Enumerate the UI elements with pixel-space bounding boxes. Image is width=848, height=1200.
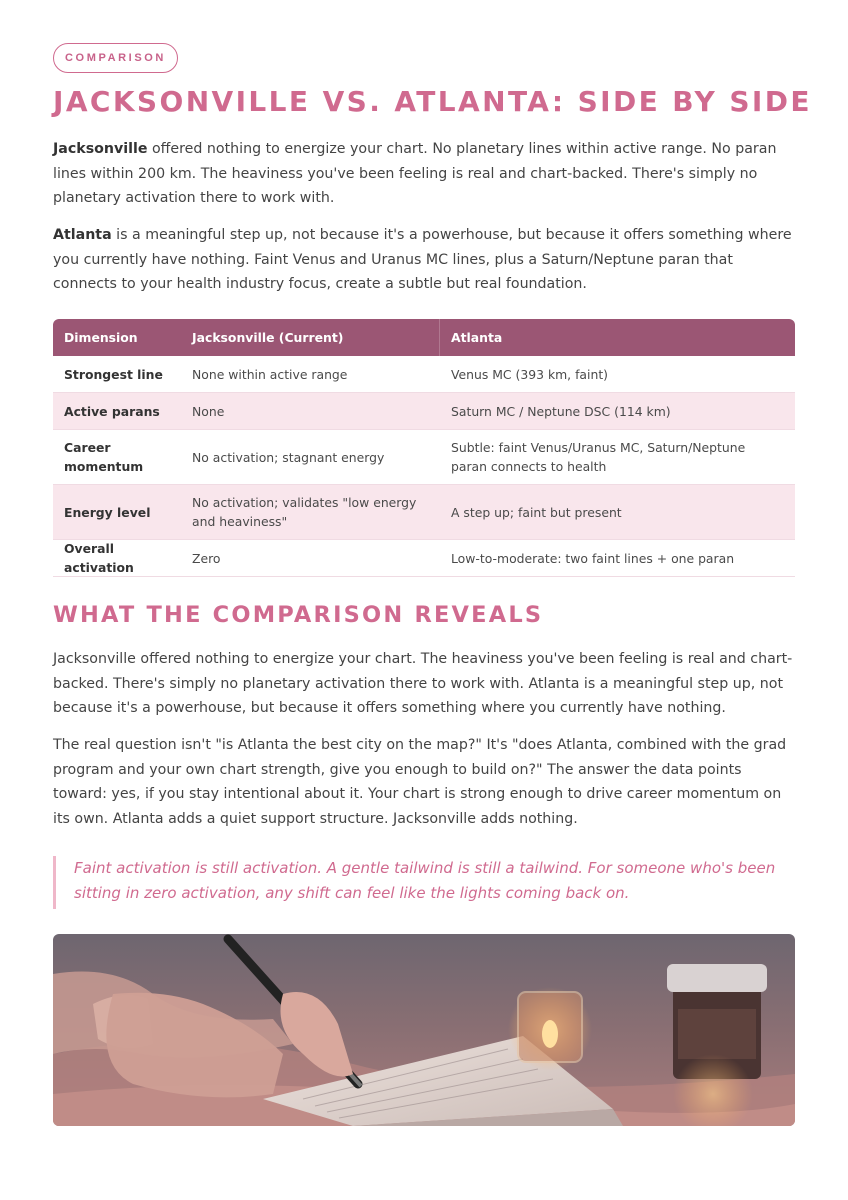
table-row (53, 430, 795, 485)
intro-p1-bold: Jacksonville (53, 141, 148, 157)
comparison-table (53, 319, 795, 577)
page-title: JACKSONVILLE VS. ATLANTA: SIDE BY SIDE (53, 85, 812, 118)
section-heading: WHAT THE COMPARISON REVEALS (53, 602, 544, 628)
table-row (53, 485, 795, 540)
body-paragraph-1: Jacksonville offered nothing to energize your chart. The heaviness you've been feeling is real and chart-backed. There's simply no planetary activation there to work with. Atlanta is a meaningful step up, not because it's a powerhouse, but because it offers something where you currently have nothing. (53, 651, 793, 716)
row-jacksonville: No activation; validates "low energy and heaviness" (192, 495, 417, 529)
intro-p2-bold: Atlanta (53, 227, 112, 243)
table-header (53, 319, 795, 356)
pull-quote: Faint activation is still activation. A gentle tailwind is still a tailwind. For someone who's been sitting in zero activation, any shift can feel like the lights coming back on. (53, 856, 795, 909)
section-tag: COMPARISON (53, 43, 178, 73)
row-label: Overall activation (64, 541, 134, 575)
row-label: Active parans (64, 403, 160, 419)
row-jacksonville: None (192, 403, 225, 419)
row-jacksonville: None within active range (192, 366, 348, 382)
table-row (53, 393, 795, 430)
row-atlanta: Subtle: faint Venus/Uranus MC, Saturn/Neptune paran connects to health (451, 440, 746, 474)
header-atlanta: Atlanta (451, 330, 503, 345)
row-label: Strongest line (64, 366, 163, 382)
row-atlanta: Saturn MC / Neptune DSC (114 km) (451, 403, 671, 419)
table-row (53, 356, 795, 393)
row-atlanta: Low-to-moderate: two faint lines + one paran (451, 550, 735, 566)
body-paragraph-2: The real question isn't "is Atlanta the best city on the map?" It's "does Atlanta, combined with the grad program and your own chart strength, give you enough to build on?" The answer the data points toward: yes, if you stay intentional about it. Your chart is strong enough to drive career momentum on its own. Atlanta adds a quiet support structure. Jacksonville adds nothing. (53, 737, 787, 827)
row-label: Energy level (64, 504, 151, 520)
row-jacksonville: Zero (192, 550, 221, 566)
row-atlanta: A step up; faint but present (451, 504, 622, 520)
intro-paragraph-2 (53, 223, 795, 297)
journal-candle-beach-photo (53, 934, 795, 1126)
row-atlanta: Venus MC (393 km, faint) (451, 366, 609, 382)
row-jacksonville: No activation; stagnant energy (192, 449, 385, 465)
header-jacksonville: Jacksonville (Current) (181, 319, 440, 356)
intro-paragraph-1 (53, 137, 795, 211)
header-dimension: Dimension (64, 330, 138, 345)
intro-p2-text: is a meaningful step up, not because it's a powerhouse, but because it offers something where you currently have nothing. Faint Venus and Uranus MC lines, plus a Saturn/Neptune paran that connects to your health industry focus, create a subtle but real foundation. (53, 227, 792, 292)
table-row (53, 540, 795, 577)
intro-p1-text: offered nothing to energize your chart. No planetary lines within active range. No paran lines within 200 km. The heaviness you've been feeling is real and chart-backed. There's simply no planetary activation there to work with. (53, 141, 777, 206)
row-label: Career momentum (64, 440, 144, 474)
